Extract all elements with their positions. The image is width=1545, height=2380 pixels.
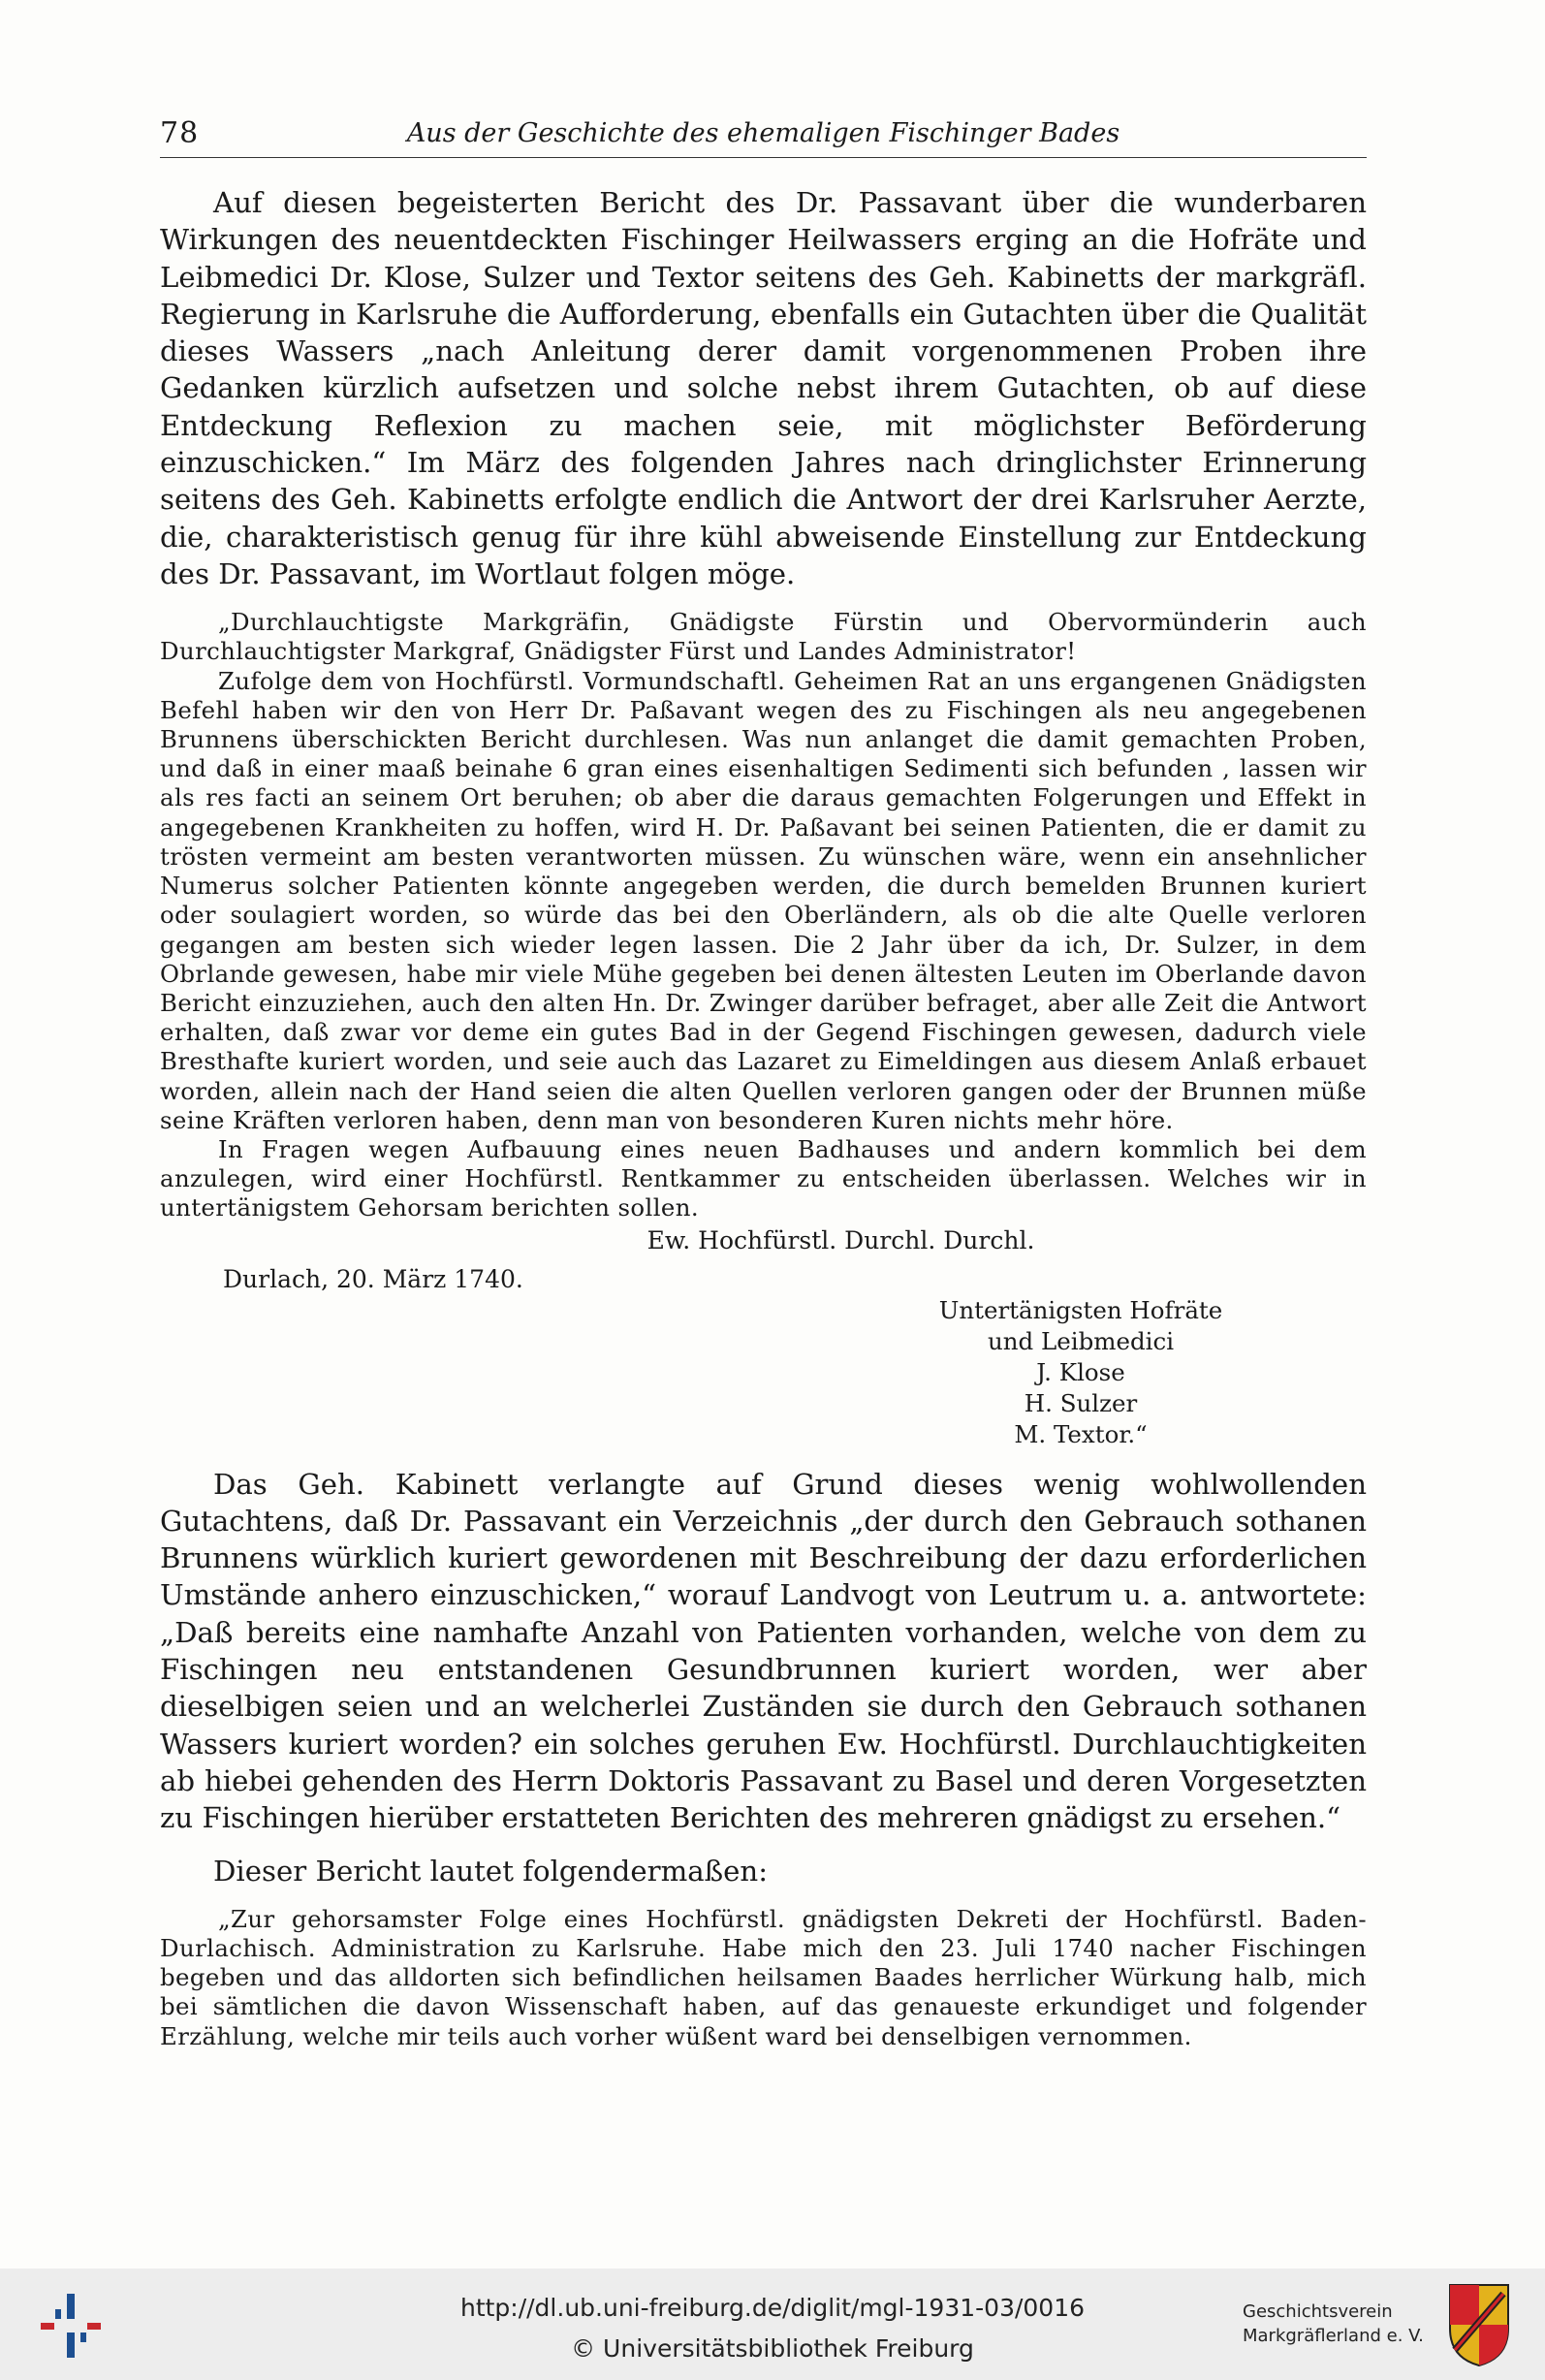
signatory-line: H. Sulzer [1024,1388,1138,1417]
quote-paragraph: „Zur gehorsamster Folge eines Hochfürstl. gnädigsten Dekreti der Hochfürstl. Baden-Durlachisch. Administration zu Karlsruhe. Habe mich den 23. Juli 1740 nacher Fischingen begeben und das alldorten sich befindlichen heilsamen Baades herrlicher Würkung halb, mich bei sämtlichen die davon Wissenschaft haben, auf das genaueste erkundiget und folgender Erzählung, welche mir teils auch vorher wüßent ward bei denselbigen vernommen. [160,1904,1367,2050]
running-title: Aus der Geschichte des ehemaligen Fischinger Bades [406,118,1120,148]
paragraph: Dieser Bericht lautet folgendermaßen: [213,1854,769,1888]
document-url-link[interactable]: http://dl.ub.uni-freiburg.de/diglit/mgl-1931-03/0016 [459,2294,1086,2322]
page-header [160,114,1367,158]
coat-of-arms-icon [1447,2282,1511,2367]
letter-closing: Ew. Hochfürstl. Durchl. Durchl. [646,1225,1035,1254]
paragraph: Auf diesen begeisterten Bericht des Dr. Passavant über die wunderbaren Wirkungen des neuentdeckten Fischinger Heilwassers erging an die Hofräte und Leibmedici Dr. Klose, Sulzer und Textor seitens des Geh. Kabinetts der markgräfl. Regierung in Karlsruhe die Aufforderung, ebenfalls ein Gutachten über die Qualität dieses Wassers „nach Anleitung derer damit vorgenommenen Proben ihre Gedanken kürzlich aufsetzen und solche nebst ihrem Gutachten, ob auf diese Entdeckung Reflexion zu machen seie, mit möglichster Beförderung einzuschicken.“ Im März des folgenden Jahres nach dringlichster Erinnerung seitens des Geh. Kabinetts erfolgte endlich die Antwort der drei Karlsruher Aerzte, die, charakteristisch genug für ihre kühl abweisende Einstellung zur Entdeckung des Dr. Passavant, im Wortlaut folgen möge. [160,186,1367,590]
signatory-line: M. Textor.“ [1014,1419,1148,1448]
signatory-line: J. Klose [1036,1357,1125,1386]
letter-signatories [926,1295,1236,1450]
society-name-line: Geschichtsverein [1243,2301,1393,2322]
quote-salutation: „Durchlauchtigste Markgräfin, Gnädigste Fürstin und Obervormünderin auch Durchlauchtigster Markgraf, Gnädigster Fürst und Landes Administrator! [160,608,1367,666]
quote-paragraph: In Fragen wegen Aufbauung eines neuen Badhauses und andern kommlich bei dem anzulegen, wird einer Hochfürstl. Rentkammer zu entscheiden überlassen. Welches wir in untertänigstem Gehorsam berichten sollen. [160,1134,1367,1222]
copyright-notice: © Universitätsbibliothek Freiburg [571,2334,974,2363]
page-number: 78 [160,116,200,150]
letter-place-date: Durlach, 20. März 1740. [223,1264,523,1293]
paragraph: Das Geh. Kabinett verlangte auf Grund dieses wenig wohlwollenden Gutachtens, daß Dr. Passavant ein Verzeichnis „der durch den Gebrauch sothanen Brunnens würklich kuriert gewordenen mit Beschreibung der dazu erforderlichen Umstände anhero einzuschicken,“ worauf Landvogt von Leutrum u. a. antwortete: „Daß bereits eine namhafte Anzahl von Patienten vorhanden, welche von dem zu Fischingen neu entstandenen Gesundbrunnen kuriert worden, wer aber dieselbigen seien und an welcherlei Zuständen sie durch den Gebrauch sothanen Wassers kuriert worden? ein solches geruhen Ew. Hochfürstl. Durchlauchtigkeiten ab hiebei gehenden des Herrn Doktoris Passavant zu Basel und deren Vorgesetzten zu Fischingen hierüber erstatteten Berichten des mehreren gnädigst zu ersehen.“ [160,1467,1367,1835]
viewer-footer [0,2269,1545,2380]
signatory-line: Untertänigsten Hofräte [938,1295,1223,1324]
society-name [1243,2300,1436,2348]
quote-paragraph: Zufolge dem von Hochfürstl. Vormundschaftl. Geheimen Rat an uns ergangenen Gnädigsten Befehl haben wir den von Herr Dr. Paßavant wegen des zu Fischingen als neu angegebenen Brunnens überschickten Bericht durchlesen. Was nun anlanget die damit gemachten Proben, und daß in einer maaß beinahe 6 gran eines eisenhaltigen Sedimenti sich befunden , lassen wir als res facti an seinem Ort beruhen; ob aber die daraus gemachten Folgerungen und Effekt in angegebenen Krankheiten zu hoffen, wird H. Dr. Paßavant bei seinen Patienten, die er damit zu trösten vermeint am besten verantworten müssen. Zu wünschen wäre, wenn ein ansehnlicher Numerus solcher Patienten könnte angegeben werden, die durch bemelden Brunnen kuriert oder soulagiert worden, so würde das bei den Oberländern, als ob die alte Quelle verloren gegangen am besten sich wieder legen lassen. Die 2 Jahr über da ich, Dr. Sulzer, in dem Obrlande gewesen, habe mir viele Mühe gegeben bei denen ältesten Leuten im Oberlande davon Bericht einzuziehen, auch den alten Hn. Dr. Zwinger darüber befraget, aber alle Zeit die Antwort erhalten, daß zwar vor deme ein gutes Bad in der Gegend Fischingen gewesen, dadurch viele Bresthafte kuriert worden, und seie auch das Lazaret zu Eimeldingen aus diesem Anlaß erbauet worden, allein nach der Hand seien die alten Quellen verloren gangen oder der Brunnen müße seine Kräften verloren haben, denn man von besonderen Kuren nichts mehr höre. [160,666,1367,1134]
society-name-line: Markgräflerland e. V. [1243,2326,1424,2346]
body-text [160,184,1367,2051]
signatory-line: und Leibmedici [987,1326,1175,1355]
